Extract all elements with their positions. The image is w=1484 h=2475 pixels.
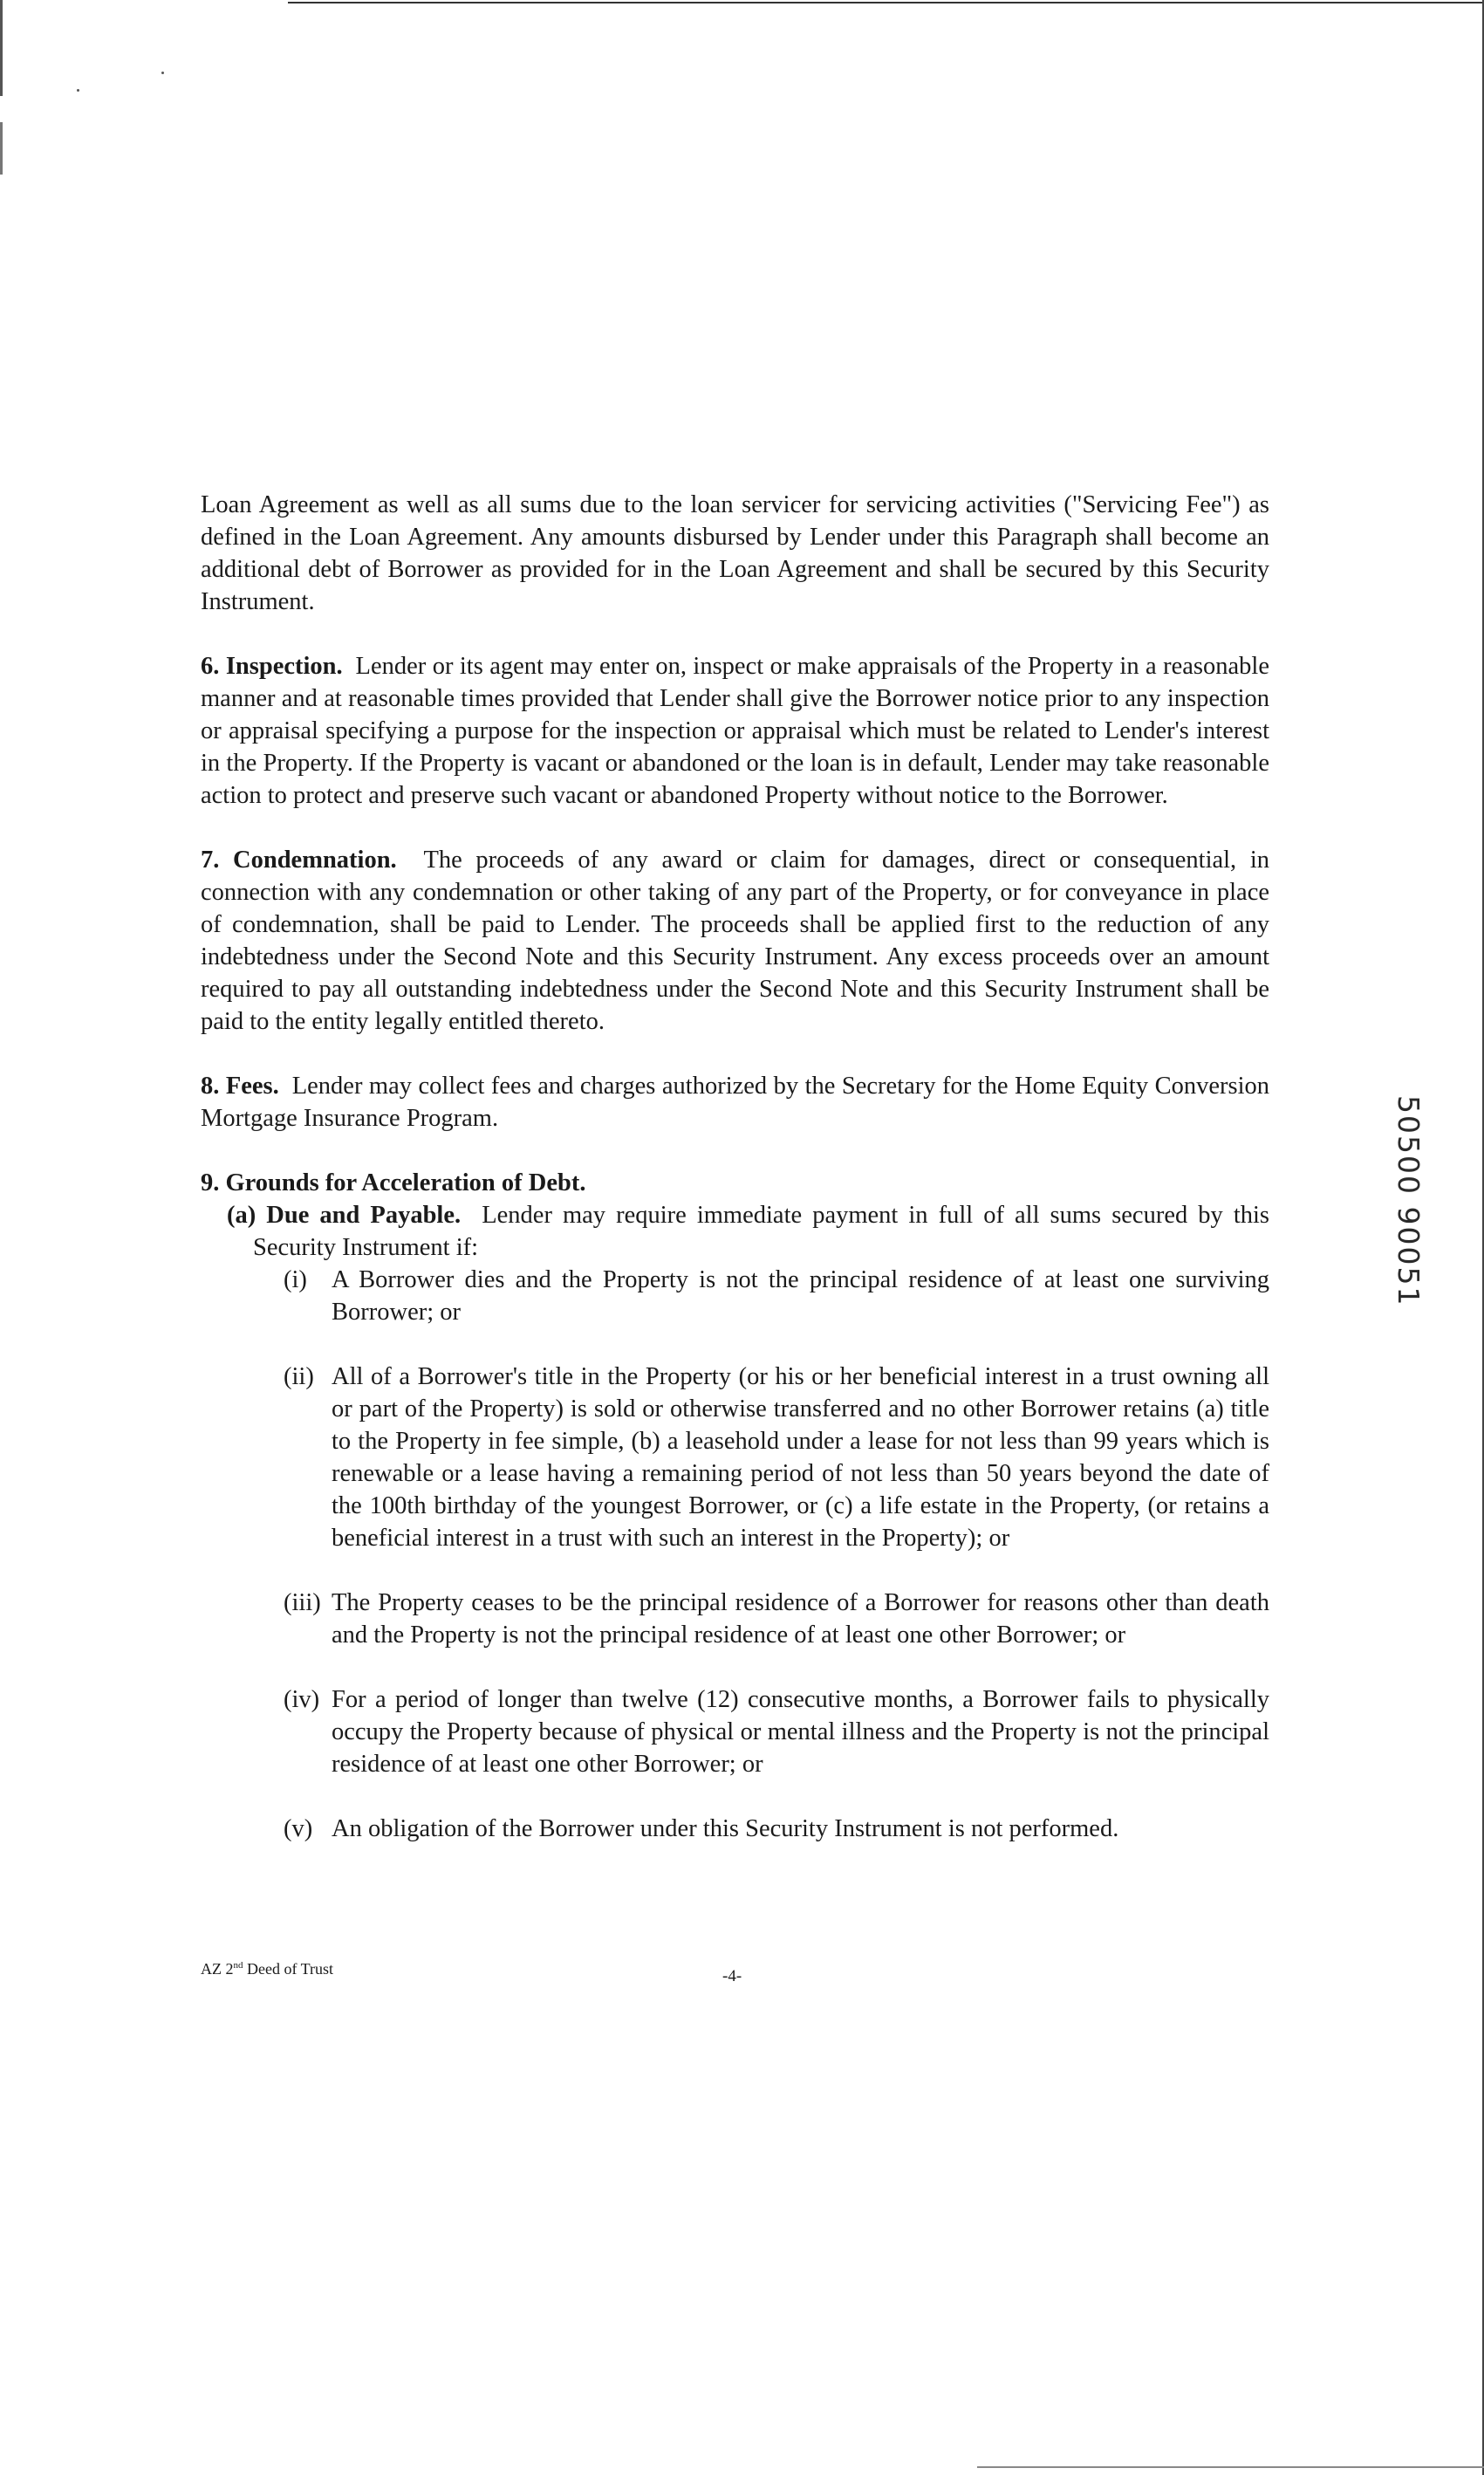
section-text: Lender or its agent may enter on, inspect or make appraisals of the Property in a reasonable manner and at reasonable times provided that Lender shall give the Borrower notice prior to any inspection or appraisal specifying a purpose for the inspection or appraisal which must be related to Lender's interest in the Property. If the Property is vacant or abandoned or the loan is in default, Lender may take reasonable action to protect and preserve such vacant or abandoned Property without notice to the Borrower. (201, 653, 1269, 809)
page-number: -4- (722, 1967, 742, 1985)
item-text: An obligation of the Borrower under this Security Instrument is not performed. (332, 1815, 1119, 1842)
subsection-a (227, 1199, 1269, 1264)
section-text: The proceeds of any award or claim for damages, direct or consequential, in connection with any condemnation or other taking of any part of the Property, or for conveyance in place of condemnation, shall be paid to Lender. The proceeds shall be applied first to the reduction of any indebtedness under the Second Note and this Security Instrument. Any excess proceeds over an amount required to pay all outstanding indebtedness under the Second Note and this Security Instrument shall be paid to the entity legally entitled thereto. (201, 847, 1269, 1035)
list-item (284, 1264, 1269, 1328)
section-7-condemnation (201, 844, 1269, 1038)
subsection-heading: (a) Due and Payable. (227, 1202, 462, 1229)
section-heading: 9. Grounds for Acceleration of Debt. (201, 1169, 586, 1196)
scan-border-top (288, 2, 1484, 3)
item-number: (ii) (284, 1363, 314, 1390)
document-body (201, 489, 1269, 1845)
scan-speck (77, 89, 79, 92)
item-number: (iii) (284, 1589, 321, 1616)
scan-speck (161, 72, 164, 74)
item-number: (iv) (284, 1686, 320, 1713)
continuation-paragraph: Loan Agreement as well as all sums due to the loan servicer for servicing activities ("Servicing Fee") as defined in the Loan Agreement. Any amounts disbursed by Lender under this Paragraph shall become an additional debt of Borrower as provided for in the Loan Agreement and shall be secured by this Security Instrument. (201, 491, 1269, 615)
item-text: For a period of longer than twelve (12) consecutive months, a Borrower fails to physically occupy the Property because of physical or mental illness and the Property is not the principal residence of at least one other Borrower; or (332, 1686, 1269, 1778)
scan-border-bottom (977, 2466, 1484, 2468)
section-6-inspection (201, 650, 1269, 812)
list-item (284, 1683, 1269, 1780)
section-heading: 8. Fees. (201, 1073, 279, 1100)
list-item (284, 1813, 1269, 1845)
section-heading: 6. Inspection. (201, 653, 343, 680)
item-text: The Property ceases to be the principal residence of a Borrower for reasons other than death and the Property is not the principal residence of at least one other Borrower; or (332, 1589, 1269, 1649)
section-8-fees (201, 1070, 1269, 1135)
list-item (284, 1587, 1269, 1651)
list-item (284, 1361, 1269, 1554)
acceleration-conditions-list (201, 1264, 1269, 1845)
item-number: (v) (284, 1815, 313, 1842)
footer-form-name: AZ 2nd Deed of Trust (201, 1960, 334, 1978)
section-heading: 7. Condemnation. (201, 847, 397, 874)
scan-mark-left (0, 0, 3, 96)
section-9-acceleration (201, 1167, 1269, 1845)
recording-stamp: 50500 90051 (1392, 1095, 1426, 1307)
subsection-text: Lender may require immediate payment in full of all sums secured by this Security Instrument if: (253, 1202, 1270, 1261)
item-number: (i) (284, 1266, 307, 1293)
item-text: All of a Borrower's title in the Property (or his or her beneficial interest in a trust owning all or part of the Property) is sold or otherwise transferred and no other Borrower retains (a) title to the Property in fee simple, (b) a leasehold under a lease for not less than 99 years which is renewable or a lease having a remaining period of not less than 50 years beyond the date of the 100th birthday of the youngest Borrower, or (c) a life estate in the Property, (or retains a beneficial interest in a trust with such an interest in the Property); or (332, 1363, 1269, 1552)
item-text: A Borrower dies and the Property is not the principal residence of at least one surviving Borrower; or (332, 1266, 1269, 1326)
scan-mark-left-lower (0, 122, 3, 175)
section-text: Lender may collect fees and charges authorized by the Secretary for the Home Equity Conversion Mortgage Insurance Program. (201, 1073, 1269, 1132)
